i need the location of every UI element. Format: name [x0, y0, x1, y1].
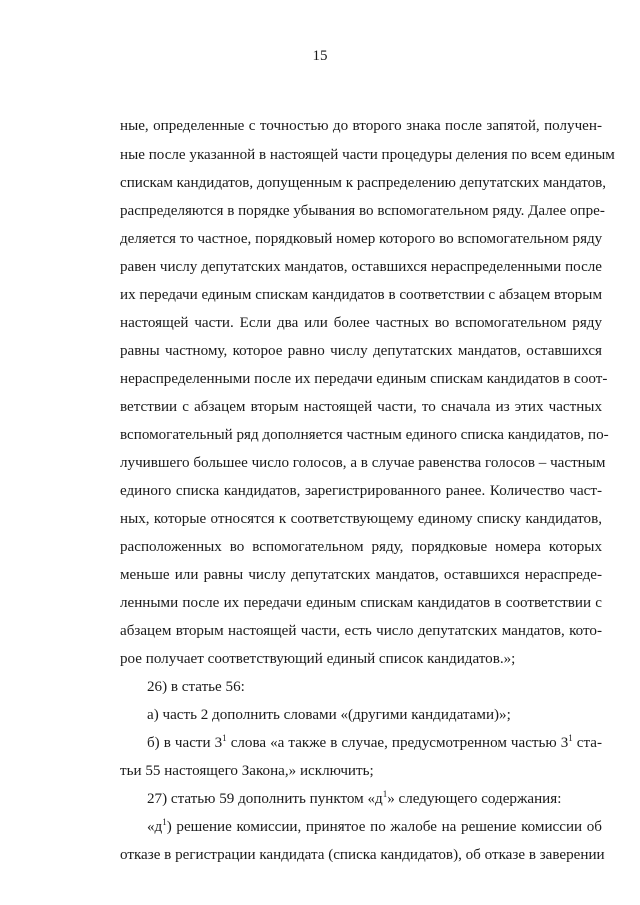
paragraph-line: лучившего большее число голосов, а в случае равенства голосов – частным	[120, 455, 606, 471]
paragraph-line: ные, определенные с точностью до второго знака после запятой, получен-	[120, 118, 602, 134]
list-item: а) часть 2 дополнить словами «(другими кандидатами)»;	[147, 707, 511, 723]
paragraph-line: абзацем вторым настоящей части, есть число депутатских мандатов, кото-	[120, 623, 602, 639]
paragraph-line: равен числу депутатских мандатов, оставшихся нераспределенными после	[120, 259, 602, 275]
superscript: 1	[222, 733, 227, 743]
paragraph-line: тьи 55 настоящего Закона,» исключить;	[120, 763, 374, 779]
paragraph-line: их передачи единым спискам кандидатов в соответствии с абзацем вторым	[120, 287, 602, 303]
paragraph-line: ных, которые относятся к соответствующему единому списку кандидатов,	[120, 511, 602, 527]
paragraph-line: расположенных во вспомогательном ряду, порядковые номера которых	[120, 539, 602, 555]
superscript: 1	[568, 733, 573, 743]
paragraph-line: распределяются в порядке убывания во вспомогательном ряду. Далее опре-	[120, 203, 605, 219]
list-item: 27) статью 59 дополнить пунктом «$д^1$» следующего содержания:	[147, 789, 562, 807]
quoted-clause: «$д^1$) решение комиссии, принятое по жалобе на решение комиссии об	[147, 817, 602, 835]
paragraph-line: настоящей части. Если два или более частных во вспомогательном ряду	[120, 315, 602, 331]
page-number: 15	[312, 48, 328, 64]
paragraph-line: ные после указанной в настоящей части процедуры деления по всем единым	[120, 147, 615, 163]
paragraph-line: деляется то частное, порядковый номер которого во вспомогательном ряду	[120, 231, 603, 247]
paragraph-line: ветствии с абзацем вторым настоящей части, то сначала из этих частных	[120, 399, 602, 415]
paragraph-line: меньше или равны числу депутатских мандатов, оставшихся нераспреде-	[120, 567, 602, 583]
paragraph-line: единого списка кандидатов, зарегистрированного ранее. Количество част-	[120, 483, 602, 499]
paragraph-line: вспомогательный ряд дополняется частным единого списка кандидатов, по-	[120, 427, 609, 443]
list-item: б) в части $3^1$ слова «а также в случае, предусмотренном частью $3^1$ ста-	[147, 733, 602, 751]
paragraph-line: спискам кандидатов, допущенным к распределению депутатских мандатов,	[120, 175, 607, 191]
paragraph-line: ленными после их передачи единым спискам кандидатов в соответствии с	[120, 595, 602, 611]
superscript: 1	[382, 789, 388, 799]
paragraph-line: нераспределенными после их передачи единым спискам кандидатов в соот-	[120, 371, 608, 387]
paragraph-line: равны частному, которое равно числу депутатских мандатов, оставшихся	[120, 343, 602, 359]
paragraph-line: отказе в регистрации кандидата (списка кандидатов), об отказе в заверении	[120, 847, 605, 863]
paragraph-line: рое получает соответствующий единый список кандидатов.»;	[120, 651, 516, 667]
superscript: 1	[162, 817, 167, 827]
list-item: 26) в статье 56:	[147, 679, 245, 695]
